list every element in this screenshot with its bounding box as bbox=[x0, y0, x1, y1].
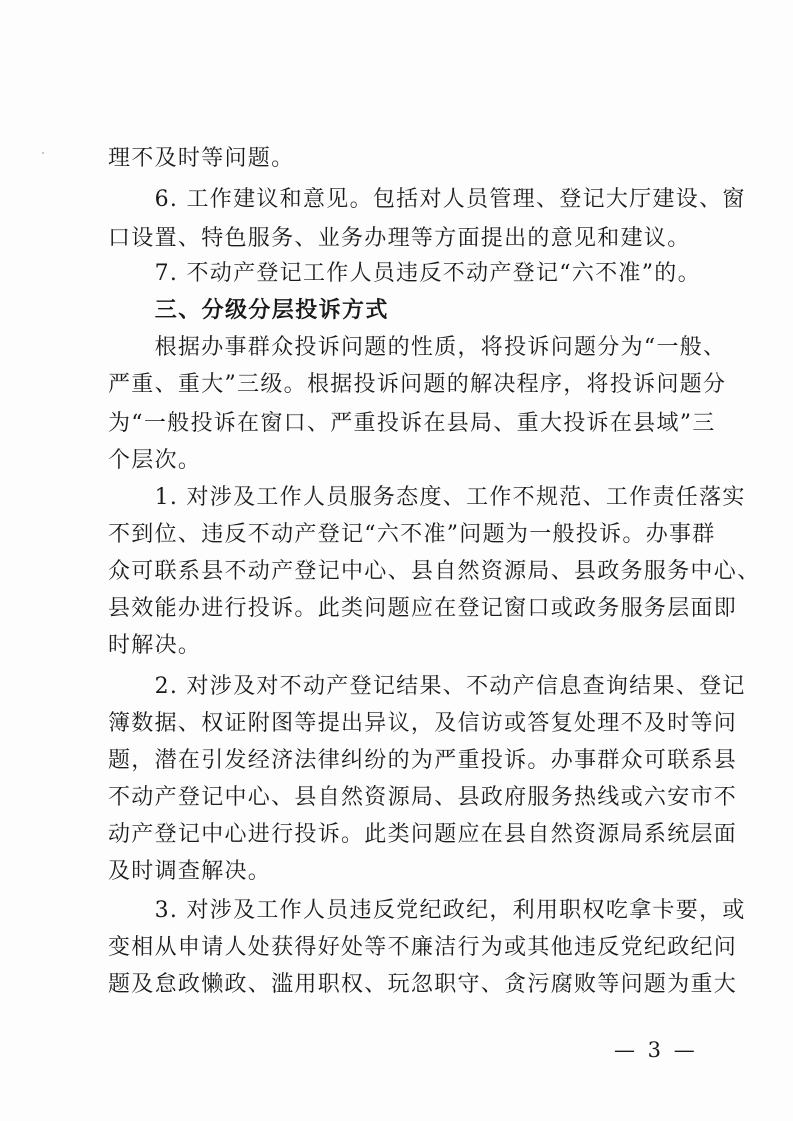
body-line: 为“一般投诉在窗口、严重投诉在县局、重大投诉在县域”三 bbox=[108, 411, 716, 436]
body-line: 题及怠政懒政、滥用职权、玩忽职守、贪污腐败等问题为重大 bbox=[108, 972, 738, 997]
body-line: 题，潜在引发经济法律纠纷的为严重投诉。办事群众可联系县 bbox=[108, 748, 738, 773]
body-line: 7. 不动产登记工作人员违反不动产登记“六不准”的。 bbox=[108, 261, 701, 286]
body-line: 众可联系县不动产登记中心、县自然资源局、县政务服务中心、 bbox=[108, 559, 761, 584]
body-line: 6. 工作建议和意见。包括对人员管理、登记大厅建设、窗 bbox=[108, 187, 746, 212]
body-line: 根据办事群众投诉问题的性质，将投诉问题分为“一般、 bbox=[108, 335, 727, 360]
body-line: 1. 对涉及工作人员服务态度、工作不规范、工作责任落实 bbox=[108, 485, 746, 510]
body-line: 动产登记中心进行投诉。此类问题应在县自然资源局系统层面 bbox=[108, 822, 738, 847]
body-line: 2. 对涉及对不动产登记结果、不动产信息查询结果、登记 bbox=[108, 674, 746, 699]
body-line: 口设置、特色服务、业务办理等方面提出的意见和建议。 bbox=[108, 226, 691, 251]
body-line: 县效能办进行投诉。此类问题应在登记窗口或政务服务层面即 bbox=[108, 596, 738, 621]
body-line: 不动产登记中心、县自然资源局、县政府服务热线或六安市不 bbox=[108, 785, 738, 810]
body-line: 变相从申请人处获得好处等不廉洁行为或其他违反党纪政纪问 bbox=[108, 935, 738, 960]
scan-speck bbox=[42, 152, 44, 154]
body-line: 个层次。 bbox=[108, 448, 202, 473]
body-line: 严重、重大”三级。根据投诉问题的解决程序，将投诉问题分 bbox=[108, 372, 727, 397]
section-heading: 三、分级分层投诉方式 bbox=[108, 298, 389, 323]
body-line: 簿数据、权证附图等提出异议，及信访或答复处理不及时等问 bbox=[108, 711, 738, 736]
body-line: 时解决。 bbox=[108, 633, 202, 658]
body-line: 不到位、违反不动产登记“六不准”问题为一般投诉。办事群 bbox=[108, 522, 716, 547]
body-line: 理不及时等问题。 bbox=[108, 146, 295, 171]
body-line: 及时调查解决。 bbox=[108, 859, 272, 884]
body-line: 3. 对涉及工作人员违反党纪政纪，利用职权吃拿卡要，或 bbox=[108, 898, 746, 923]
page-number: — 3 — bbox=[614, 1038, 698, 1062]
